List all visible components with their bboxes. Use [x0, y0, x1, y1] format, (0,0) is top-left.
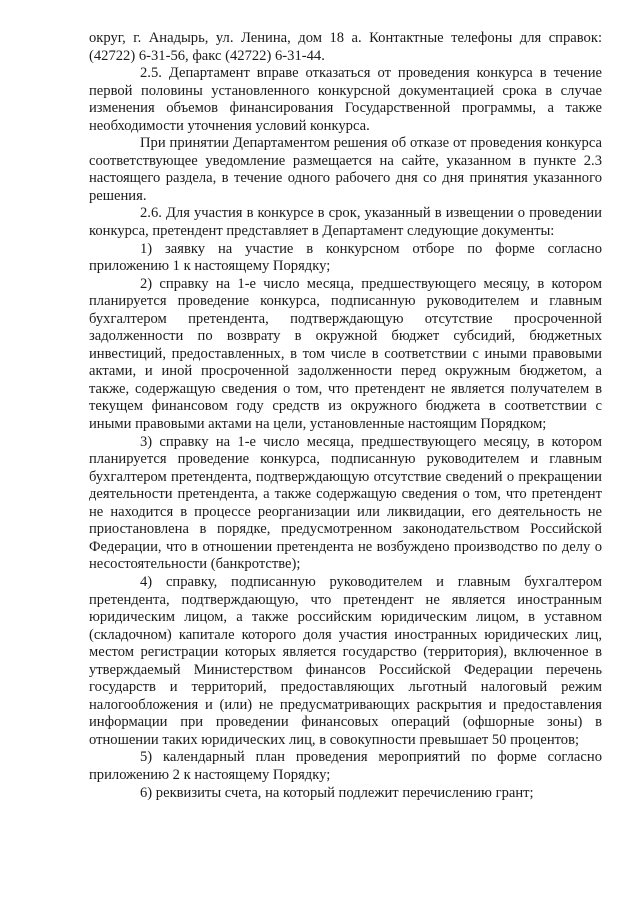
list-item-6-account-details: 6) реквизиты счета, на который подлежит перечислению грант; [140, 784, 534, 801]
paragraph-contact-address: округ, г. Анадырь, ул. Ленина, дом 18 а. Контактные телефоны для справок: (42722) 6-31-56, факс (42722) 6-31-44. [89, 30, 602, 64]
list-item-2-debt-certificate: 2) справку на 1-е число месяца, предшествующего месяцу, в котором планируется проведение конкурса, подписанную руководителем и главным бухгалтером претендента, подтверждающую отсутствие просроченной задолженности по возврату в окружной бюджет субсидий, бюджетных инвестиций, предоставленных, в том числе в соответствии с иными правовыми актами, и иной просроченной задолженности перед окружным бюджетом, а также, содержащую сведения о том, что претендент не является получателем в текущем финансовом году средств из окружного бюджета в соответствии с иными правовыми актами на цели, установленные настоящим Порядком; [89, 275, 602, 433]
list-item-4-foreign-entity-certificate: 4) справку, подписанную руководителем и главным бухгалтером претендента, подтверждающую, что претендент не является иностранным юридическим лицом, а также российским юридическим лицом, в уставном (складочном) капитале которого доля участия иностранных юридических лиц, местом регистрации которых является государство (территория), включенное в утверждаемый Министерством финансов Российской Федерации перечень государств и территорий, предоставляющих льготный налоговый режим налогообложения и (или) не предусматривающих раскрытия и предоставления информации при проведении финансовых операций (офшорные зоны) в отношении таких юридических лиц, в совокупности превышает 50 процентов; [89, 573, 602, 748]
paragraph-refusal-notice: При принятии Департаментом решения об отказе от проведения конкурса соответствующее уведомление размещается на сайте, указанном в пункте 2.3 настоящего раздела, в течение одного рабочего дня со дня принятия указанного решения. [89, 135, 602, 204]
document-body [89, 30, 602, 802]
paragraph-clause-2-6: 2.6. Для участия в конкурсе в срок, указанный в извещении о проведении конкурса, претендент представляет в Департамент следующие документы: [89, 205, 602, 240]
list-item-3-activity-certificate: 3) справку на 1-е число месяца, предшествующего месяцу, в котором планируется проведение конкурса, подписанную руководителем и главным бухгалтером претендента, подтверждающую отсутствие сведений о прекращении деятельности претендента, а также содержащую сведения о том, что претендент не находится в процессе реорганизации или ликвидации, его деятельность не приостановлена в порядке, предусмотренном законодательством Российской Федерации, что в отношении претендента не возбуждено производство по делу о несостоятельности (банкротстве); [89, 433, 602, 573]
list-item-5-calendar-plan: 5) календарный план проведения мероприятий по форме согласно приложению 2 к настоящему Порядку; [89, 749, 602, 783]
paragraph-clause-2-5: 2.5. Департамент вправе отказаться от проведения конкурса в течение первой половины установленного конкурсной документацией срока в случае изменения объемов финансирования Государственной программы, а также необходимости уточнения условий конкурса. [89, 65, 602, 134]
list-item-1-application: 1) заявку на участие в конкурсном отборе по форме согласно приложению 1 к настоящему Порядку; [89, 240, 602, 275]
